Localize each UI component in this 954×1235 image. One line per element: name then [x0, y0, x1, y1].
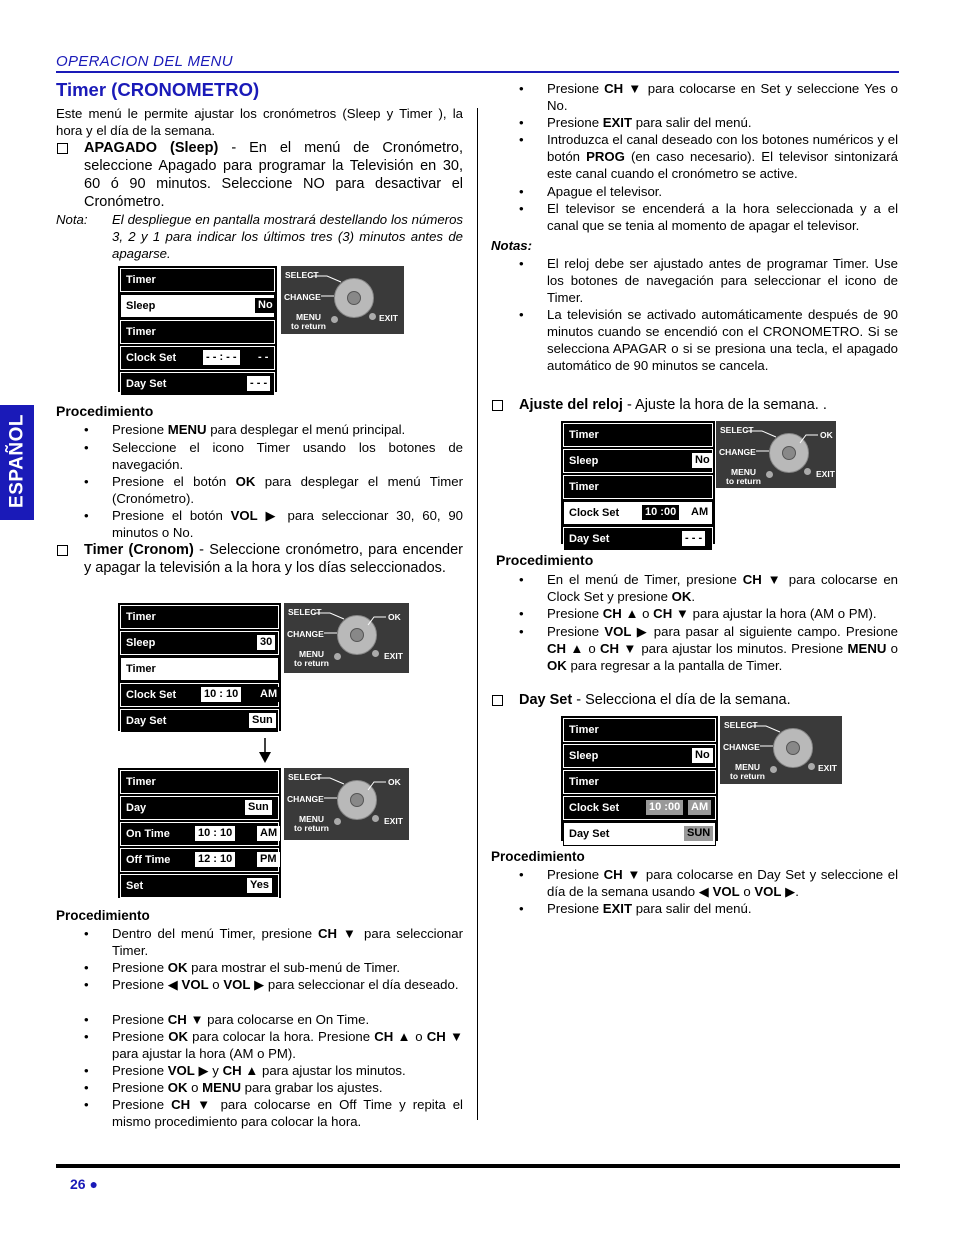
apagado-paragraph [84, 139, 463, 211]
list-item [519, 900, 898, 917]
list-item-text: Presione CH ▼ para colocarse en Day Set y seleccione el día de la semana usando ◀ VOL o VOL ▶. [547, 867, 898, 899]
list-item [519, 306, 898, 374]
bullet-dot: • [84, 960, 89, 975]
menu-row [120, 346, 275, 370]
menu-row-value-2: - - [255, 350, 271, 365]
menu-row-label: Timer [569, 724, 599, 736]
apagado-label: APAGADO (Sleep) [84, 140, 219, 156]
menu-row-value: No [692, 748, 713, 763]
menu-row-value: - - : - - [203, 350, 240, 365]
list-item [84, 1062, 463, 1079]
list-item [84, 925, 463, 959]
menu-row [120, 605, 279, 629]
menu-row-label: On Time [126, 828, 170, 840]
list-item [84, 1011, 463, 1028]
list-item [84, 507, 464, 541]
bullet-dot: • [84, 1097, 89, 1112]
menu-row-label: Sleep [569, 455, 599, 467]
list-item [84, 473, 463, 507]
menu-row-value-2: AM [688, 505, 711, 520]
list-item-text: Presione EXIT para salir del menú. [547, 901, 752, 916]
to-return-label: to return [730, 771, 765, 781]
menu-row-value: - - - [247, 376, 270, 391]
menu-row [120, 268, 275, 292]
to-return-label: to return [294, 823, 329, 833]
bullet-dot: • [519, 307, 524, 322]
menu-row-label: Sleep [126, 300, 156, 312]
menu-row-value-2: AM [688, 800, 711, 815]
menu-row [120, 709, 279, 733]
menu-row [563, 475, 713, 499]
nota-text: El despliegue en pantalla mostrará destellando los números 3, 2 y 1 para indicar los últimos tres (3) minutos antes de apagarse. [112, 212, 463, 261]
bullet-dot: • [519, 81, 524, 96]
menu-row-label: Set [126, 880, 144, 892]
header-rule [56, 71, 899, 73]
language-tab [0, 405, 34, 520]
menu-row [120, 874, 279, 898]
menu-row [120, 320, 275, 344]
ajuste-text: - Ajuste la hora de la semana. . [622, 397, 827, 413]
timer-submenu-screen [118, 768, 281, 898]
procedure-title-1: Procedimiento [56, 403, 154, 419]
timer-cronom-paragraph [84, 541, 463, 577]
menu-row-value-2: AM [257, 826, 280, 841]
section-header: OPERACION DEL MENU [56, 53, 233, 70]
menu-row-label: Timer [126, 611, 156, 623]
exit-label: EXIT [818, 763, 837, 773]
select-label: SELECT [724, 720, 758, 730]
menu-row-value-2: PM [257, 852, 280, 867]
list-item [519, 131, 898, 182]
ajuste-paragraph [519, 396, 899, 414]
list-item-text: Presione VOL ▶ y CH ▲ para ajustar los minutos. [112, 1063, 406, 1078]
bullet-dot: • [84, 1012, 89, 1027]
notas-label: Notas: [491, 238, 533, 253]
menu-row [563, 822, 716, 846]
list-item [84, 1096, 463, 1130]
exit-label: EXIT [379, 313, 398, 323]
menu-row-value: 10 :00 [646, 800, 683, 815]
list-item [519, 200, 898, 234]
bullet-dot: • [519, 572, 524, 587]
menu-row [563, 796, 716, 820]
bullet-dot: • [519, 867, 524, 882]
list-item [84, 421, 463, 438]
bullet-dot: • [84, 1063, 89, 1078]
menu-row [563, 501, 713, 525]
menu-row [563, 744, 716, 768]
menu-row-label: Clock Set [569, 507, 620, 519]
menu-row-label: Timer [569, 481, 599, 493]
menu-row [120, 631, 279, 655]
menu-row-value: 10 :00 [642, 505, 679, 520]
change-label: CHANGE [287, 794, 324, 804]
menu-row-label: Day Set [569, 533, 610, 545]
pointer-lines-icon [716, 421, 836, 488]
list-item-text: Presione OK para colocar la hora. Presione CH ▲ o CH ▼ para ajustar la hora (AM o PM). [112, 1029, 463, 1061]
day-set-menu-screen [561, 716, 718, 841]
change-label: CHANGE [719, 447, 756, 457]
checkbox-bullet [57, 143, 68, 154]
bullet-dot: • [84, 422, 89, 437]
page-title: Timer (CRONOMETRO) [56, 79, 260, 100]
list-item-text: En el menú de Timer, presione CH ▼ para colocarse en Clock Set y presione OK. [547, 572, 898, 604]
dayset-label: Day Set [519, 692, 573, 708]
bullet-dot: • [519, 132, 524, 147]
column-divider [477, 108, 478, 1120]
menu-row [120, 770, 279, 794]
list-item-text: Presione MENU para desplegar el menú principal. [112, 422, 406, 437]
pointer-lines-icon [720, 716, 842, 784]
menu-row-label: Day Set [569, 828, 610, 840]
menu-row [120, 822, 279, 846]
menu-row-value: 12 : 10 [195, 852, 235, 867]
menu-row [563, 449, 713, 473]
list-item-text: Presione CH ▼ para colocarse en Off Time y repita el mismo procedimiento para colocar la hora. [112, 1097, 463, 1129]
dayset-text: - Selecciona el día de la semana. [572, 692, 791, 708]
list-item [519, 623, 899, 674]
menu-row [120, 294, 275, 318]
pointer-lines-icon [284, 768, 409, 840]
list-item [84, 976, 463, 993]
menu-row-label: Timer [126, 326, 156, 338]
menu-row-value: Sun [245, 800, 272, 815]
list-item-text: Introduzca el canal deseado con los botones numéricos y el botón PROG (en caso necesario). El televisor sintonizará este canal cuando el cronómetro se active. [547, 132, 898, 181]
list-item [84, 1079, 463, 1096]
list-item-text: Presione CH ▼ para colocarse en Set y seleccione Yes o No. [547, 81, 899, 113]
list-item-text: Presione OK para mostrar el sub-menú de Timer. [112, 960, 401, 975]
checkbox-bullet [492, 400, 503, 411]
timer-cronom-label: Timer (Cronom) [84, 542, 194, 558]
bullet-dot: • [84, 1080, 89, 1095]
to-return-label: to return [726, 476, 761, 486]
exit-label: EXIT [384, 651, 403, 661]
pointer-lines-icon [281, 266, 404, 334]
menu-row-label: Day Set [126, 715, 167, 727]
select-label: SELECT [288, 607, 322, 617]
menu-row-value: Yes [247, 878, 272, 893]
change-label: CHANGE [284, 292, 321, 302]
dayset-paragraph [519, 691, 899, 709]
bullet-dot: • [519, 115, 524, 130]
list-item-text: Presione VOL ▶ para pasar al siguiente campo. Presione CH ▲ o CH ▼ para ajustar los minutos. Presione MENU o OK para regresar a la pantalla de Timer. [547, 624, 899, 673]
menu-row-label: Sleep [569, 750, 599, 762]
list-item-text: Dentro del menú Timer, presione CH ▼ para seleccionar Timer. [112, 926, 463, 958]
menu-row-value: SUN [684, 826, 713, 841]
menu-row-label: Sleep [126, 637, 156, 649]
bullet-dot: • [519, 624, 524, 639]
menu-row-label: Timer [569, 776, 599, 788]
menu-row [120, 372, 275, 396]
list-item-text: Presione CH ▲ o CH ▼ para ajustar la hora (AM o PM). [547, 606, 877, 621]
clock-set-menu-screen [561, 421, 715, 544]
menu-row [120, 683, 279, 707]
list-item [519, 114, 898, 131]
bullet-dot: • [84, 440, 89, 455]
list-item [519, 571, 898, 605]
list-item-text: Apague el televisor. [547, 184, 663, 199]
menu-row-label: Timer [126, 663, 156, 675]
checkbox-bullet [57, 545, 68, 556]
list-item-text: Presione el botón VOL ▶ para seleccionar 30, 60, 90 minutos o No. [112, 508, 464, 540]
intro-text: Este menú le permite ajustar los cronómetros (Sleep y Timer ), la hora y el día de la semana. [56, 106, 463, 138]
bullet-dot: • [84, 977, 89, 992]
exit-label: EXIT [816, 469, 835, 479]
select-label: SELECT [285, 270, 319, 280]
menu-label: MENU [299, 814, 325, 824]
menu-row [563, 423, 713, 447]
menu-label: MENU [299, 649, 325, 659]
to-return-label: to return [291, 321, 326, 331]
menu-row-label: Day Set [126, 378, 167, 390]
menu-row-label: Timer [569, 429, 599, 441]
menu-row-label: Timer [126, 274, 156, 286]
menu-row-value-2: AM [257, 687, 280, 702]
timer-menu-screen-1 [118, 266, 277, 392]
list-item-text: El reloj debe ser ajustado antes de programar Timer. Use los botones de navegación para seleccionar el icono de Timer. [547, 256, 898, 305]
ok-label: OK [388, 777, 401, 787]
procedure-title-2: Procedimiento [56, 908, 150, 923]
nota-label: Nota: [56, 212, 88, 227]
bullet-dot: • [84, 1029, 89, 1044]
change-label: CHANGE [723, 742, 760, 752]
list-item [84, 959, 463, 976]
menu-row [563, 770, 716, 794]
remote-diagram-5 [720, 716, 842, 784]
language-tab-label: ESPAÑOL [6, 414, 28, 508]
list-item [84, 1028, 463, 1062]
remote-diagram-3 [284, 768, 409, 840]
bullet-dot: • [519, 201, 524, 216]
bullet-dot: • [519, 606, 524, 621]
menu-row-value: 10 : 10 [195, 826, 235, 841]
list-item-text: Presione OK o MENU para grabar los ajustes. [112, 1080, 383, 1095]
select-label: SELECT [288, 772, 322, 782]
menu-row-value: 30 [257, 635, 275, 650]
ok-label: OK [820, 430, 833, 440]
menu-row-label: Timer [126, 776, 156, 788]
menu-row-label: Clock Set [126, 689, 177, 701]
list-item-text: Presione el botón OK para desplegar el menú Timer (Cronómetro). [112, 474, 463, 506]
menu-row-label: Off Time [126, 854, 171, 866]
menu-row-label: Clock Set [569, 802, 620, 814]
list-item-text: Presione EXIT para salir del menú. [547, 115, 752, 130]
bullet-dot: • [84, 508, 89, 523]
list-item [519, 80, 899, 114]
menu-row [563, 718, 716, 742]
remote-diagram-1 [281, 266, 404, 334]
menu-row [120, 848, 279, 872]
procedure-title-3: Procedimiento [496, 552, 594, 568]
ajuste-label: Ajuste del reloj [519, 397, 623, 413]
procedure-title-4: Procedimiento [491, 849, 585, 864]
page-number: 26 ● [70, 1176, 98, 1192]
remote-diagram-4 [716, 421, 836, 488]
list-item-text: Presione CH ▼ para colocarse en On Time. [112, 1012, 370, 1027]
pointer-lines-icon [284, 603, 409, 673]
change-label: CHANGE [287, 629, 324, 639]
list-item [519, 183, 898, 200]
list-item-text: El televisor se encenderá a la hora seleccionada y a el canal que se tenia al momento de apagar el televisor. [547, 201, 898, 233]
menu-label: MENU [296, 312, 322, 322]
menu-label: MENU [731, 467, 757, 477]
menu-label: MENU [735, 762, 761, 772]
menu-row-value: Sun [249, 713, 276, 728]
menu-row-value: No [255, 298, 276, 313]
list-item [519, 255, 898, 306]
list-item [519, 866, 898, 900]
bullet-dot: • [519, 901, 524, 916]
ok-label: OK [388, 612, 401, 622]
exit-label: EXIT [384, 816, 403, 826]
select-label: SELECT [720, 425, 754, 435]
list-item-text: Presione ◀ VOL o VOL ▶ para seleccionar el día deseado. [112, 977, 459, 992]
to-return-label: to return [294, 658, 329, 668]
down-arrow-icon [258, 738, 272, 764]
menu-row [120, 657, 279, 681]
checkbox-bullet [492, 695, 503, 706]
remote-diagram-2 [284, 603, 409, 673]
bullet-dot: • [519, 184, 524, 199]
bullet-dot: • [519, 256, 524, 271]
menu-row-label: Clock Set [126, 352, 177, 364]
list-item [519, 605, 898, 622]
menu-row-label: Day [126, 802, 147, 814]
bullet-dot: • [84, 926, 89, 941]
menu-row-value: - - - [682, 531, 705, 546]
menu-row [120, 796, 279, 820]
menu-row [563, 527, 713, 551]
list-item [84, 439, 463, 473]
footer-rule [56, 1164, 900, 1168]
list-item-text: La televisión se activado automáticamente después de 90 minutos cuando se encendió con el CRONOMETRO. Si se selecciona APAGAR o si se presiona una tecla, el apagado automático de 90 minutos se cancela. [547, 307, 898, 373]
menu-row-value: 10 : 10 [201, 687, 241, 702]
list-item-text: Seleccione el icono Timer usando los botones de navegación. [112, 440, 463, 472]
timer-menu-screen-2 [118, 603, 281, 731]
bullet-dot: • [84, 474, 89, 489]
menu-row-value: No [692, 453, 713, 468]
timer-cronom-text: - Seleccione cronómetro, para encender y apagar la televisión a la hora y los días seleccionados. [84, 542, 463, 576]
apagado-text: - En el menú de Cronómetro, seleccione Apagado para programar la Televisión en 30, 60 ó 90 minutos. Seleccione NO para desactivar el Cronómetro. [84, 140, 463, 210]
